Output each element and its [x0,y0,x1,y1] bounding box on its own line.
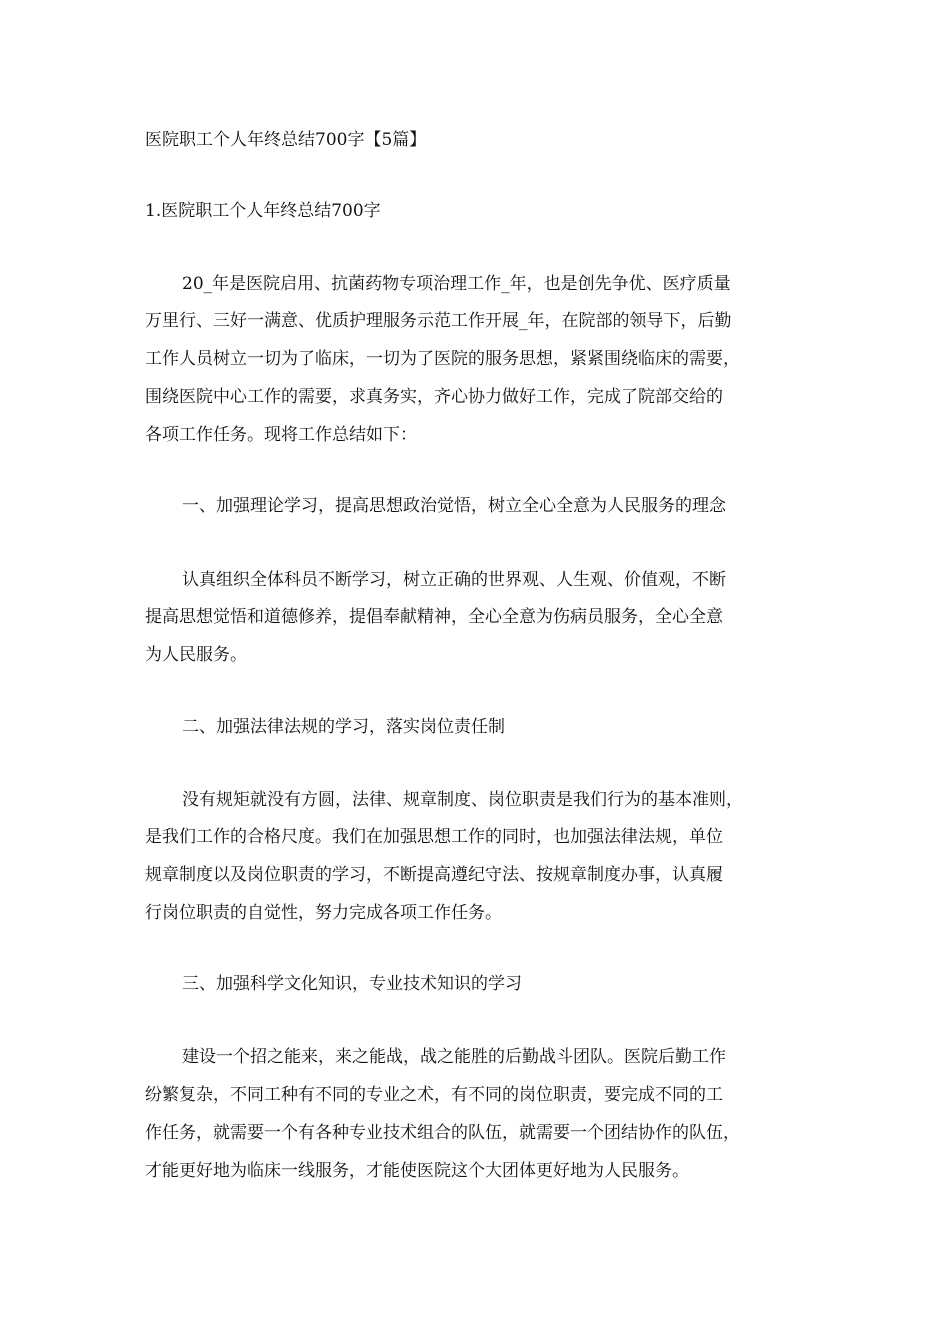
paragraph-line: 才能更好地为临床一线服务，才能使医院这个大团体更好地为人民服务。 [145,1161,689,1181]
section-heading: 三、加强科学文化知识，专业技术知识的学习 [182,974,522,994]
section-heading: 一、加强理论学习，提高思想政治觉悟，树立全心全意为人民服务的理念 [182,496,726,516]
paragraph-line: 为人民服务。 [145,645,247,665]
document-title: 医院职工个人年终总结700字【5篇】 [145,130,427,150]
section-subtitle: 1.医院职工个人年终总结700字 [145,201,381,221]
paragraph-line: 没有规矩就没有方圆，法律、规章制度、岗位职责是我们行为的基本准则， [182,790,743,810]
paragraph-line: 是我们工作的合格尺度。我们在加强思想工作的同时，也加强法律法规，单位 [145,827,723,847]
paragraph-line: 工作人员树立一切为了临床，一切为了医院的服务思想，紧紧围绕临床的需要， [145,349,740,369]
paragraph-line: 纷繁复杂，不同工种有不同的专业之术，有不同的岗位职责，要完成不同的工 [145,1085,723,1105]
paragraph-line: 20_年是医院启用、抗菌药物专项治理工作_年，也是创先争优、医疗质量 [182,274,731,294]
paragraph-line: 提高思想觉悟和道德修养，提倡奉献精神，全心全意为伤病员服务，全心全意 [145,607,723,627]
paragraph-line: 万里行、三好一满意、优质护理服务示范工作开展_年，在院部的领导下，后勤 [145,311,732,331]
section-heading: 二、加强法律法规的学习，落实岗位责任制 [182,717,505,737]
paragraph-line: 行岗位职责的自觉性，努力完成各项工作任务。 [145,903,502,923]
paragraph-line: 建设一个招之能来，来之能战，战之能胜的后勤战斗团队。医院后勤工作 [182,1047,726,1067]
paragraph-line: 认真组织全体科员不断学习，树立正确的世界观、人生观、价值观，不断 [182,570,726,590]
paragraph-line: 围绕医院中心工作的需要，求真务实，齐心协力做好工作，完成了院部交给的 [145,387,723,407]
paragraph-line: 作任务，就需要一个有各种专业技术组合的队伍，就需要一个团结协作的队伍， [145,1123,740,1143]
paragraph-line: 各项工作任务。现将工作总结如下： [145,425,417,445]
paragraph-line: 规章制度以及岗位职责的学习，不断提高遵纪守法、按规章制度办事，认真履 [145,865,723,885]
